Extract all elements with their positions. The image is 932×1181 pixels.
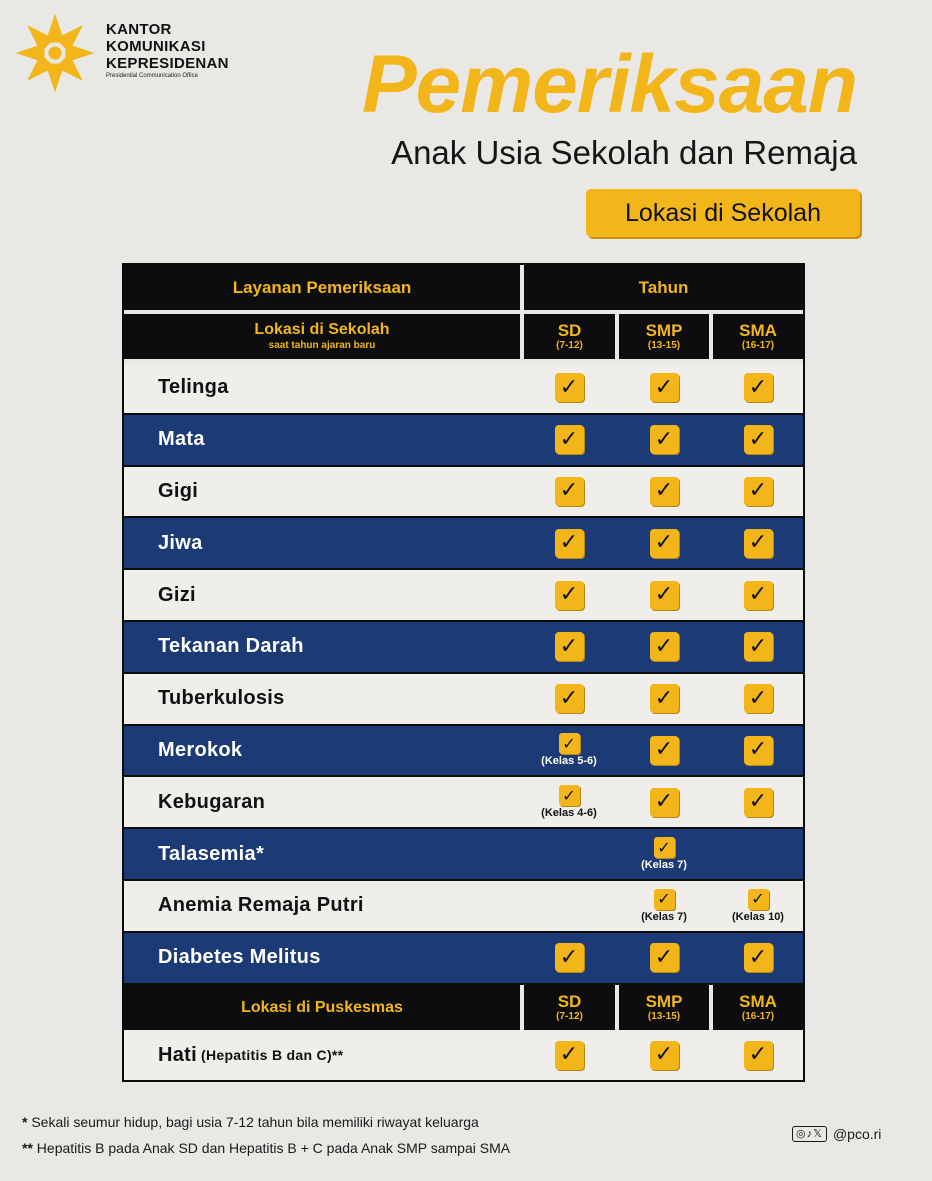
cell-smp xyxy=(617,933,711,983)
table-row xyxy=(124,363,803,415)
check-icon: ✓ xyxy=(744,477,773,506)
row-label: Gigi xyxy=(158,479,199,502)
table-row xyxy=(124,933,803,985)
grade-note: (Kelas 7) xyxy=(641,859,687,872)
col2-smp-name: SMP xyxy=(645,992,683,1011)
row-label: Merokok xyxy=(158,738,243,761)
check-icon: ✓ xyxy=(744,581,773,610)
col-header-sma xyxy=(713,314,803,359)
cell-sma xyxy=(711,622,805,672)
cell-sd xyxy=(522,570,616,620)
org-line-2: KOMUNIKASI xyxy=(106,38,206,55)
cell-sma xyxy=(711,674,805,724)
org-line-1: KANTOR xyxy=(106,21,172,38)
checkup-table xyxy=(122,263,805,1082)
grade-note: (Kelas 10) xyxy=(732,910,784,923)
cell-smp xyxy=(617,518,711,568)
cell-sd xyxy=(522,777,616,827)
check-icon: ✓ xyxy=(650,529,679,558)
col-header-smp xyxy=(619,314,709,359)
check-icon: ✓ xyxy=(555,425,584,454)
footnote-1-text: Sekali seumur hidup, bagi usia 7-12 tahun bila memiliki riwayat keluarga xyxy=(31,1114,479,1130)
row-label: Mata xyxy=(158,428,205,451)
col-smp-name: SMP xyxy=(645,321,683,340)
check-icon: ✓ xyxy=(744,529,773,558)
check-icon: ✓ xyxy=(744,684,773,713)
grade-note: (Kelas 7) xyxy=(641,910,687,923)
check-icon: ✓ xyxy=(650,373,679,402)
cell-sma xyxy=(711,467,805,517)
social-handle-text: @pco.ri xyxy=(832,1126,882,1142)
header-service-label: Layanan Pemeriksaan xyxy=(232,278,412,297)
check-icon: ✓ xyxy=(650,477,679,506)
cell-sma xyxy=(711,881,805,931)
page-title: Pemeriksaan xyxy=(361,39,857,130)
check-icon: ✓ xyxy=(650,632,679,661)
cell-sd xyxy=(522,933,616,983)
cell-sma xyxy=(711,1030,805,1080)
row-label: Jiwa xyxy=(158,531,203,554)
table-row xyxy=(124,726,803,778)
footnote-1-mark: * xyxy=(22,1114,28,1130)
cell-sd xyxy=(522,363,616,413)
row-label: Anemia Remaja Putri xyxy=(158,894,364,917)
cell-smp xyxy=(617,622,711,672)
table-row xyxy=(124,622,803,674)
footnote-2-mark: ** xyxy=(22,1140,33,1156)
row-label-small: (Hepatitis B dan C)** xyxy=(200,1047,344,1063)
check-icon: ✓ xyxy=(744,736,773,765)
header-year xyxy=(524,265,803,310)
cell-sd xyxy=(522,829,616,879)
cell-sd xyxy=(522,467,616,517)
row-label: Tekanan Darah xyxy=(158,635,304,658)
table-row xyxy=(124,674,803,726)
table-row xyxy=(124,881,803,933)
col2-smp-age: (13-15) xyxy=(647,1011,681,1022)
cell-smp xyxy=(617,415,711,465)
cell-sd xyxy=(522,1030,616,1080)
location-badge: Lokasi di Sekolah xyxy=(586,189,860,237)
row-label xyxy=(158,1030,343,1080)
footnote-1 xyxy=(22,1114,479,1130)
table-row xyxy=(124,777,803,829)
check-icon: ✓ xyxy=(555,581,584,610)
section-school-label: Lokasi di Sekolah xyxy=(254,321,390,338)
footnote-2-text: Hepatitis B pada Anak SD dan Hepatitis B + C pada Anak SMP sampai SMA xyxy=(36,1140,511,1156)
section-school-sublabel: saat tahun ajaran baru xyxy=(268,340,376,351)
check-icon: ✓ xyxy=(650,736,679,765)
check-icon: ✓ xyxy=(748,889,769,910)
check-icon: ✓ xyxy=(650,1041,679,1070)
check-icon: ✓ xyxy=(744,373,773,402)
cell-smp xyxy=(617,1030,711,1080)
table-row xyxy=(124,415,803,467)
cell-smp xyxy=(617,363,711,413)
col2-header-sd xyxy=(524,985,615,1030)
col2-header-sma xyxy=(713,985,803,1030)
check-icon: ✓ xyxy=(744,1041,773,1070)
row-label: Tuberkulosis xyxy=(158,687,285,710)
check-icon: ✓ xyxy=(744,425,773,454)
footnote-2 xyxy=(22,1140,510,1156)
cell-smp xyxy=(617,467,711,517)
check-icon: ✓ xyxy=(555,943,584,972)
check-icon: ✓ xyxy=(555,373,584,402)
check-icon: ✓ xyxy=(559,733,580,754)
table-row xyxy=(124,467,803,519)
table-row xyxy=(124,518,803,570)
cell-sma xyxy=(711,726,805,776)
col-header-sd xyxy=(524,314,615,359)
col2-sma-age: (16-17) xyxy=(741,1011,775,1022)
check-icon: ✓ xyxy=(744,943,773,972)
grade-note: (Kelas 5-6) xyxy=(541,755,597,768)
check-icon: ✓ xyxy=(555,632,584,661)
check-icon: ✓ xyxy=(555,1041,584,1070)
section-puskesmas-title xyxy=(124,985,520,1030)
header-year-label: Tahun xyxy=(638,278,689,297)
check-icon: ✓ xyxy=(654,837,675,858)
check-icon: ✓ xyxy=(555,684,584,713)
row-label: Kebugaran xyxy=(158,790,266,813)
section-school-title xyxy=(124,314,520,359)
cell-sd xyxy=(522,674,616,724)
section-header-puskesmas xyxy=(124,985,803,1030)
check-icon: ✓ xyxy=(744,788,773,817)
table-header xyxy=(124,265,803,310)
header-service xyxy=(124,265,520,310)
check-icon: ✓ xyxy=(555,529,584,558)
row-label-main: Hati xyxy=(158,1043,197,1066)
check-icon: ✓ xyxy=(650,425,679,454)
col-sma-name: SMA xyxy=(739,321,777,340)
check-icon: ✓ xyxy=(559,785,580,806)
cell-sd xyxy=(522,622,616,672)
cell-sma xyxy=(711,518,805,568)
check-icon: ✓ xyxy=(650,684,679,713)
cell-sma xyxy=(711,570,805,620)
cell-sma xyxy=(711,933,805,983)
social-handle xyxy=(792,1126,881,1142)
col-sd-name: SD xyxy=(557,321,582,340)
cell-smp xyxy=(617,829,711,879)
cell-smp xyxy=(617,777,711,827)
page-subtitle: Anak Usia Sekolah dan Remaja xyxy=(391,134,857,171)
cell-smp xyxy=(617,674,711,724)
row-label: Telinga xyxy=(158,376,229,399)
cell-sd xyxy=(522,518,616,568)
check-icon: ✓ xyxy=(650,788,679,817)
col2-header-smp xyxy=(619,985,709,1030)
cell-sd xyxy=(522,726,616,776)
cell-sma xyxy=(711,363,805,413)
grade-note: (Kelas 4-6) xyxy=(541,807,597,820)
section-puskesmas-label: Lokasi di Puskesmas xyxy=(241,998,403,1016)
col2-sd-name: SD xyxy=(557,992,582,1011)
table-row xyxy=(124,570,803,622)
col-sd-age: (7-12) xyxy=(556,340,583,351)
cell-sd xyxy=(522,881,616,931)
cell-smp xyxy=(617,570,711,620)
check-icon: ✓ xyxy=(555,477,584,506)
table-row xyxy=(124,829,803,881)
col2-sd-age: (7-12) xyxy=(556,1011,583,1022)
table-row-hati xyxy=(124,1030,803,1080)
cell-sd xyxy=(522,415,616,465)
cell-sma xyxy=(711,777,805,827)
social-icons: ◎♪𝕏 xyxy=(792,1126,827,1142)
cell-smp xyxy=(617,881,711,931)
check-icon: ✓ xyxy=(744,632,773,661)
check-icon: ✓ xyxy=(654,889,675,910)
row-label: Diabetes Melitus xyxy=(158,946,321,969)
org-name xyxy=(106,22,229,79)
section-header-school xyxy=(124,314,803,359)
col-smp-age: (13-15) xyxy=(647,340,681,351)
col2-sma-name: SMA xyxy=(739,992,777,1011)
kantor-logo-icon xyxy=(14,12,96,94)
col-sma-age: (16-17) xyxy=(741,340,775,351)
cell-sma xyxy=(711,415,805,465)
check-icon: ✓ xyxy=(650,943,679,972)
row-label: Talasemia* xyxy=(158,842,265,865)
cell-sma xyxy=(711,829,805,879)
check-icon: ✓ xyxy=(650,581,679,610)
org-subtitle: Presidential Communication Office xyxy=(106,73,198,79)
row-label: Gizi xyxy=(158,583,196,606)
cell-smp xyxy=(617,726,711,776)
org-line-3: KEPRESIDENAN xyxy=(106,55,229,72)
